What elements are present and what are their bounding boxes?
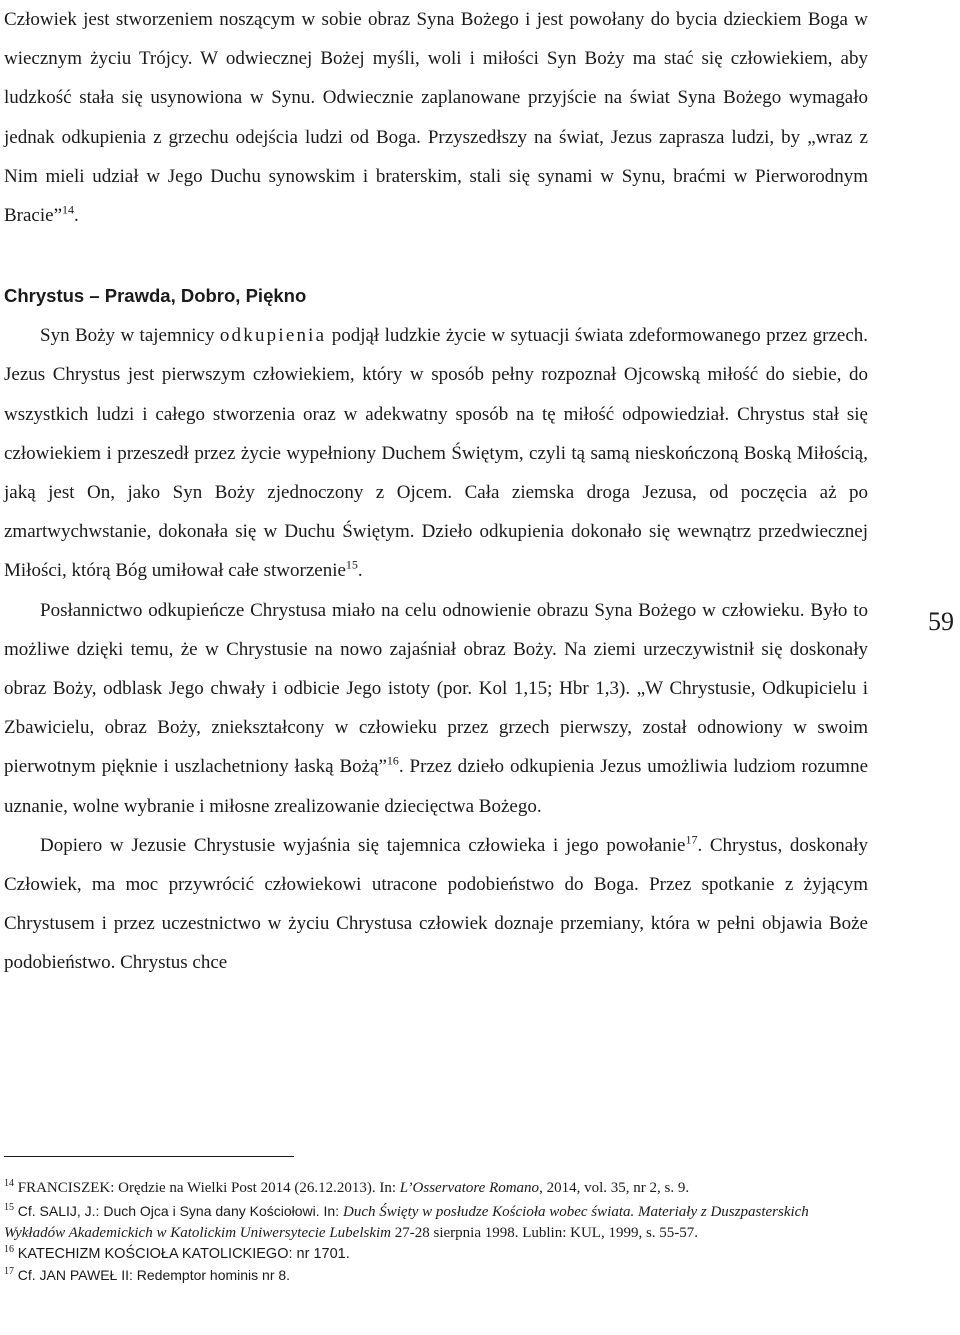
paragraph-3 [4, 591, 868, 826]
paragraph-4-text-a: Dopiero w Jezusie Chrystusie wyjaśnia się tajemnica człowieka i jego powołanie [40, 834, 686, 856]
paragraph-2-end: . [357, 560, 363, 582]
footnote-14-text-a: FRANCISZEK: Orędzie na Wielki Post 2014 (26.12.2013). In: [17, 1180, 400, 1196]
paragraph-4 [4, 826, 868, 983]
footnotes [4, 1178, 868, 1287]
paragraph-2-text-a: Syn Boży w tajemnicy [40, 325, 215, 347]
paragraph-3-text-a: Posłannictwo odkupieńcze Chrystusa miało na celu odnowienie obrazu Syna Bożego w człowieku. Było to możliwe dzięki temu, że w Chrystusie na nowo zajaśniał obraz Boży. Na ziemi urzeczywistnił się doskonały obraz Boży, odblask Jego chwały i odbicie Jego istoty (por. Kol 1,15; Hbr 1,3). „W Chrystusie, Odkupicielu i Zbawicielu, obraz Boży, zniekształcony w człowieku przez grzech pierwszy, został odnowiony w swoim pierwotnym pięknie i uszlachetniony łaską Bożą” [4, 599, 868, 778]
footnote-14-number: 14 [4, 1178, 14, 1189]
footnote-17-number: 17 [4, 1266, 14, 1277]
footnote-15 [4, 1201, 868, 1244]
paragraph-1-text: Człowiek jest stworzeniem noszącym w sobie obraz Syna Bożego i jest powołany do bycia dzieckiem Boga w wiecznym życiu Trójcy. W odwiecznej Bożej myśli, woli i miłości Syn Boży ma stać się człowiekiem, aby ludzkość stała się usynowiona w Synu. Odwiecznie zaplanowane przyjście na świat Syna Bożego wymagało jednak odkupienia z grzechu odejścia ludzi od Boga. Przyszedłszy na świat, Jezus zaprasza ludzi, by „wraz z Nim mieli udział w Jego Duchu synowskim i braterskim, stali się synami w Synu, braćmi w Pierworodnym Bracie” [4, 9, 868, 227]
paragraph-3-text-b: . Przez dzieło odkupienia Jezus umożliwia ludziom rozumne uznanie, wolne wybranie i miłosne zrealizowanie dziecięctwa Bożego. [4, 756, 869, 817]
footnote-15-number: 15 [4, 1202, 14, 1213]
footnote-14-title: L’Osservatore Romano [399, 1180, 540, 1196]
paragraph-1 [4, 0, 868, 235]
footnote-16-text: KATECHIZM KOŚCIOŁA KATOLICKIEGO: nr 1701. [17, 1246, 350, 1262]
footnote-ref-16[interactable]: 16 [386, 754, 399, 769]
spaced-emphasis: odkupienia [219, 325, 327, 347]
paragraph-2-text-b: podjął ludzkie życie w sytuacji świata zdeformowanego przez grzech. Jezus Chrystus jest pierwszym człowiekiem, który w sposób pełny rozpoznał Ojcowską miłość do siebie, do wszystkich ludzi i całego stworzenia oraz w adekwatny sposób na tę miłość odpowiedział. Chrystus stał się człowiekiem i przeszedł przez życie wypełniony Duchem Świętym, czyli tą samą nieskończoną Boską Miłością, jaką jest On, jako Syn Boży zjednoczony z Ojcem. Cała ziemska droga Jezusa, od poczęcia aż po zmartwychwstanie, dokonała się w Duchu Świętym. Dzieło odkupienia dokonało się wewnątrz przedwiecznej Miłości, którą Bóg umiłował całe stworzenie [4, 325, 869, 582]
footnote-14 [4, 1178, 868, 1199]
footnote-17-text: Cf. JAN PAWEŁ II: Redemptor hominis nr 8. [17, 1267, 291, 1283]
footnote-17 [4, 1265, 868, 1287]
footnote-ref-17[interactable]: 17 [685, 832, 698, 847]
paragraph-4-text-b: . Chrystus, doskonały Człowiek, ma moc przywrócić człowiekowi utracone podobieństwo do Boga. Przez spotkanie z żyjącym Chrystusem i przez uczestnictwo w życiu Chrystusa człowiek doznaje przemiany, która w pełni objawia Boże podobieństwo. Chrystus chce [4, 834, 868, 974]
footnote-15-text-a: Cf. SALIJ, J.: Duch Ojca i Syna dany Kościołowi. In: [17, 1203, 343, 1219]
page-body [4, 0, 868, 983]
footnote-15-text-b: 27-28 sierpnia 1998. Lublin: KUL, 1999, s. 55-57. [391, 1225, 699, 1241]
footnote-15-title: Duch Święty w posłudze Kościoła wobec świata. Materiały z Duszpasterskich Wykładów Akademickich w Katolickim Uniwersytecie Lubelskim [4, 1204, 809, 1241]
footnote-16 [4, 1244, 868, 1265]
page-number: 59 [928, 607, 954, 636]
footnote-14-text-b: , 2014, vol. 35, nr 2, s. 9. [539, 1180, 690, 1196]
section-heading: Chrystus – Prawda, Dobro, Piękno [4, 285, 307, 307]
footnote-ref-14[interactable]: 14 [62, 202, 75, 217]
footnote-ref-15[interactable]: 15 [345, 558, 358, 573]
footnote-16-number: 16 [4, 1244, 14, 1255]
paragraph-1-end: . [74, 205, 79, 227]
footnote-separator [4, 1156, 294, 1157]
paragraph-2 [4, 316, 868, 590]
